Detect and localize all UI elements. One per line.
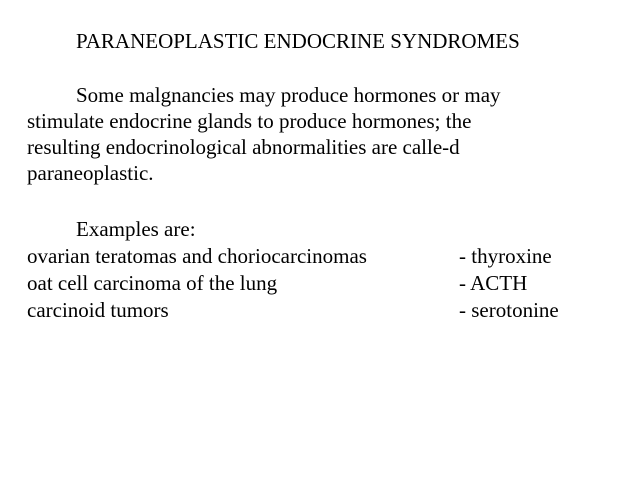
paragraph-line: stimulate endocrine glands to produce hormones; the <box>27 109 472 133</box>
paragraph-line: resulting endocrinological abnormalities are calle-d <box>27 135 460 159</box>
example-tumor: ovarian teratomas and choriocarcinomas <box>27 244 367 268</box>
example-row <box>27 270 607 297</box>
example-tumor: carcinoid tumors <box>27 298 169 322</box>
paragraph-line: Some malgnancies may produce hormones or may <box>76 83 501 107</box>
example-row <box>27 243 607 270</box>
examples-heading: Examples are: <box>76 217 196 241</box>
example-hormone: - thyroxine <box>459 244 552 268</box>
example-hormone: - serotonine <box>459 298 559 322</box>
example-tumor: oat cell carcinoma of the lung <box>27 271 278 295</box>
example-row <box>27 297 607 324</box>
example-hormone: - ACTH <box>459 271 528 295</box>
paragraph-line: paraneoplastic. <box>27 161 154 185</box>
slide-title: PARANEOPLASTIC ENDOCRINE SYNDROMES <box>76 29 520 53</box>
intro-paragraph <box>27 82 587 186</box>
examples-list <box>27 243 607 324</box>
